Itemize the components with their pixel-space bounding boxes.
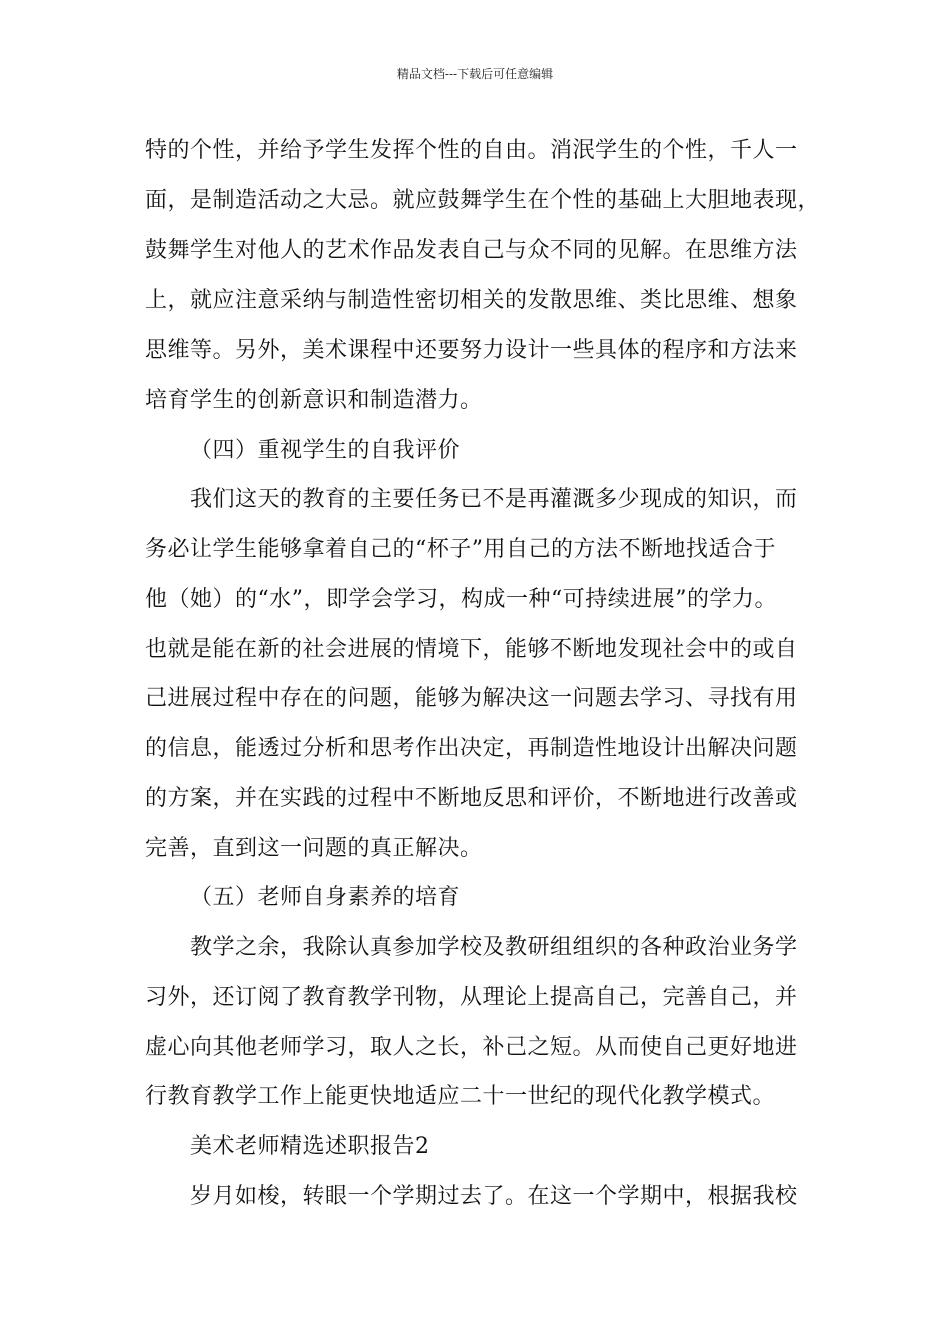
page-header: 精品文档---下载后可任意编辑 [396, 67, 554, 81]
paragraph-line: 虚心向其他老师学习，取人之长，补己之短。从而使自己更好地进 [145, 1035, 798, 1060]
section-heading: （四）重视学生的自我评价 [190, 438, 461, 463]
paragraph-line: 完善，直到这一问题的真正解决。 [145, 836, 483, 861]
section-heading: （五）老师自身素养的培育 [190, 885, 461, 910]
paragraph-line: 的信息，能透过分析和思考作出决定，再制造性地设计出解决问题 [145, 736, 798, 761]
paragraph-line: 习外，还订阅了教育教学刊物，从理论上提高自己，完善自己，并 [145, 985, 798, 1010]
paragraph-line: 岁月如梭，转眼一个学期过去了。在这一个学期中，根据我校 [190, 1184, 798, 1209]
paragraph-line: 他（她）的“水”，即学会学习，构成一种“可持续进展”的学力。 [145, 587, 777, 612]
paragraph-line: 培育学生的创新意识和制造潜力。 [145, 388, 483, 413]
paragraph-line: 教学之余，我除认真参加学校及教研组组织的各种政治业务学 [190, 935, 798, 960]
report-title: 美术老师精选述职报告2 [190, 1134, 430, 1159]
paragraph-line: 面，是制造活动之大忌。就应鼓舞学生在个性的基础上大胆地表现， [145, 188, 821, 213]
paragraph-line: 我们这天的教育的主要任务已不是再灌溉多少现成的知识，而 [190, 487, 798, 512]
paragraph-line: 也就是能在新的社会进展的情境下，能够不断地发现社会中的或自 [145, 637, 798, 662]
paragraph-line: 上，就应注意采纳与制造性密切相关的发散思维、类比思维、想象 [145, 288, 798, 313]
paragraph-line: 思维等。另外，美术课程中还要努力设计一些具体的程序和方法来 [145, 338, 798, 363]
paragraph-line: 务必让学生能够拿着自己的“杯子”用自己的方法不断地找适合于 [145, 537, 776, 562]
paragraph-line: 己进展过程中存在的问题，能够为解决这一问题去学习、寻找有用 [145, 686, 798, 711]
paragraph-line: 特的个性，并给予学生发挥个性的自由。消泯学生的个性，千人一 [145, 138, 798, 163]
paragraph-line: 的方案，并在实践的过程中不断地反思和评价，不断地进行改善或 [145, 786, 798, 811]
paragraph-line: 鼓舞学生对他人的艺术作品发表自己与众不同的见解。在思维方法 [145, 238, 798, 263]
paragraph-line: 行教育教学工作上能更快地适应二十一世纪的现代化教学模式。 [145, 1084, 776, 1109]
